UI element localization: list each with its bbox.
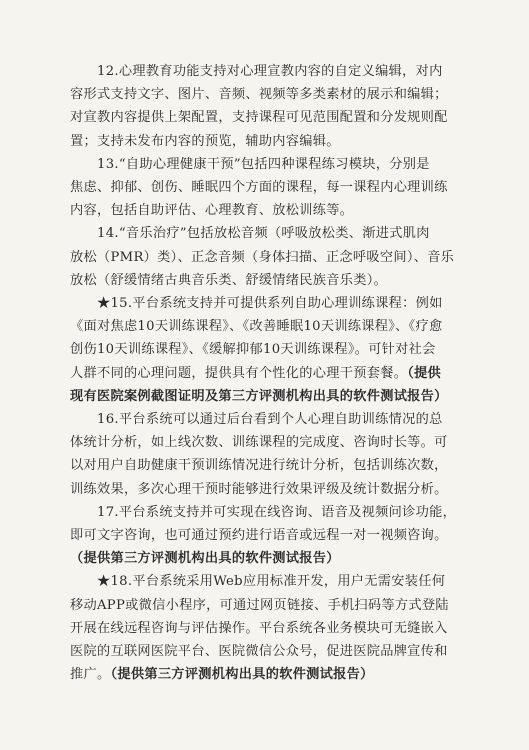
paragraph-14 xyxy=(70,222,468,292)
paragraph-13 xyxy=(70,153,468,223)
paragraph-15 xyxy=(70,292,468,408)
text-line: 开展在线远程咨询与评估操作。平台系统各业务模块可无缝嵌入 xyxy=(70,620,448,636)
text-segment: 人群不同的心理问题，提供具有个性化的心理干预套餐。 xyxy=(70,365,408,381)
text-line xyxy=(70,663,468,686)
paragraph-16 xyxy=(70,408,468,501)
text-line: 体统计分析，如上线次数、训练课程的完成度、咨询时长等。可 xyxy=(70,435,448,451)
text-line: 创伤10天训练课程》、《缓解抑郁10天训练课程》。可针对社会 xyxy=(70,342,436,358)
text-line: 置；支持未发布内容的预览，辅助内容编辑。 xyxy=(70,133,340,149)
paragraph-17 xyxy=(70,501,468,571)
text-line: 16.平台系统可以通过后台看到个人心理自助训练情况的总 xyxy=(97,412,443,428)
text-line: 即可文字咨询，也可通过预约进行语音或远程一对一视频咨询。 xyxy=(70,528,448,544)
text-line: 12.心理教育功能支持对心理宣教内容的自定义编辑，对内 xyxy=(97,64,443,79)
bold-note: （提供第三方评测机构出具的软件测试报告） xyxy=(70,551,340,567)
text-line: 移动APP或微信小程序，可通过网页链接、手机扫码等方式登陆 xyxy=(70,597,449,613)
text-line: 13.“自助心理健康干预”包括四种课程练习模块，分别是 xyxy=(97,156,430,172)
text-line xyxy=(70,362,468,385)
text-line: 以对用户自助健康干预训练情况进行统计分析，包括训练次数， xyxy=(70,458,448,474)
text-line: 17.平台系统支持并可实现在线咨询、语音及视频问诊功能， xyxy=(97,504,457,520)
paragraph-12 xyxy=(70,60,468,153)
text-line: 对宣教内容提供上架配置，支持课程可见范围配置和分发规则配 xyxy=(70,110,448,126)
text-line: 训练效果，多次心理干预时能够进行效果评级及统计数据分析。 xyxy=(70,481,448,497)
paragraph-18 xyxy=(70,570,468,686)
text-line: 焦虑、抑郁、创伤、睡眠四个方面的课程，每一课程内心理训练 xyxy=(70,180,448,196)
text-line: 放松（PMR）类）、正念音频（身体扫描、正念呼吸空间）、音乐 xyxy=(70,249,455,265)
text-line: 放松（舒缓情绪古典音乐类、舒缓情绪民族音乐类）。 xyxy=(70,272,388,288)
text-line: ★15.平台系统支持并可提供系列自助心理训练课程：例如 xyxy=(97,296,443,312)
text-line: 容形式支持文字、图片、音频、视频等多类素材的展示和编辑； xyxy=(70,87,448,103)
bold-note: 现有医院案例截图证明及第三方评测机构出具的软件测试报告） xyxy=(70,388,448,404)
bold-note: （提供第三方评测机构出具的软件测试报告） xyxy=(110,667,374,683)
bold-note: （提供 xyxy=(407,365,442,381)
text-segment: 推广。 xyxy=(70,667,111,683)
text-line: 《面对焦虑10天训练课程》、《改善睡眠10天训练课程》、《疗愈 xyxy=(70,319,443,335)
text-line: 内容，包括自助评估、心理教育、放松训练等。 xyxy=(70,203,354,219)
text-line: ★18.平台系统采用Web应用标准开发，用户无需安装任何 xyxy=(97,574,446,590)
text-line: 医院的互联网医院平台、医院微信公众号，促进医院品牌宣传和 xyxy=(70,644,448,660)
text-line: 14.“音乐治疗”包括放松音频（呼吸放松类、渐进式肌肉 xyxy=(97,226,430,242)
document-body xyxy=(70,60,468,686)
